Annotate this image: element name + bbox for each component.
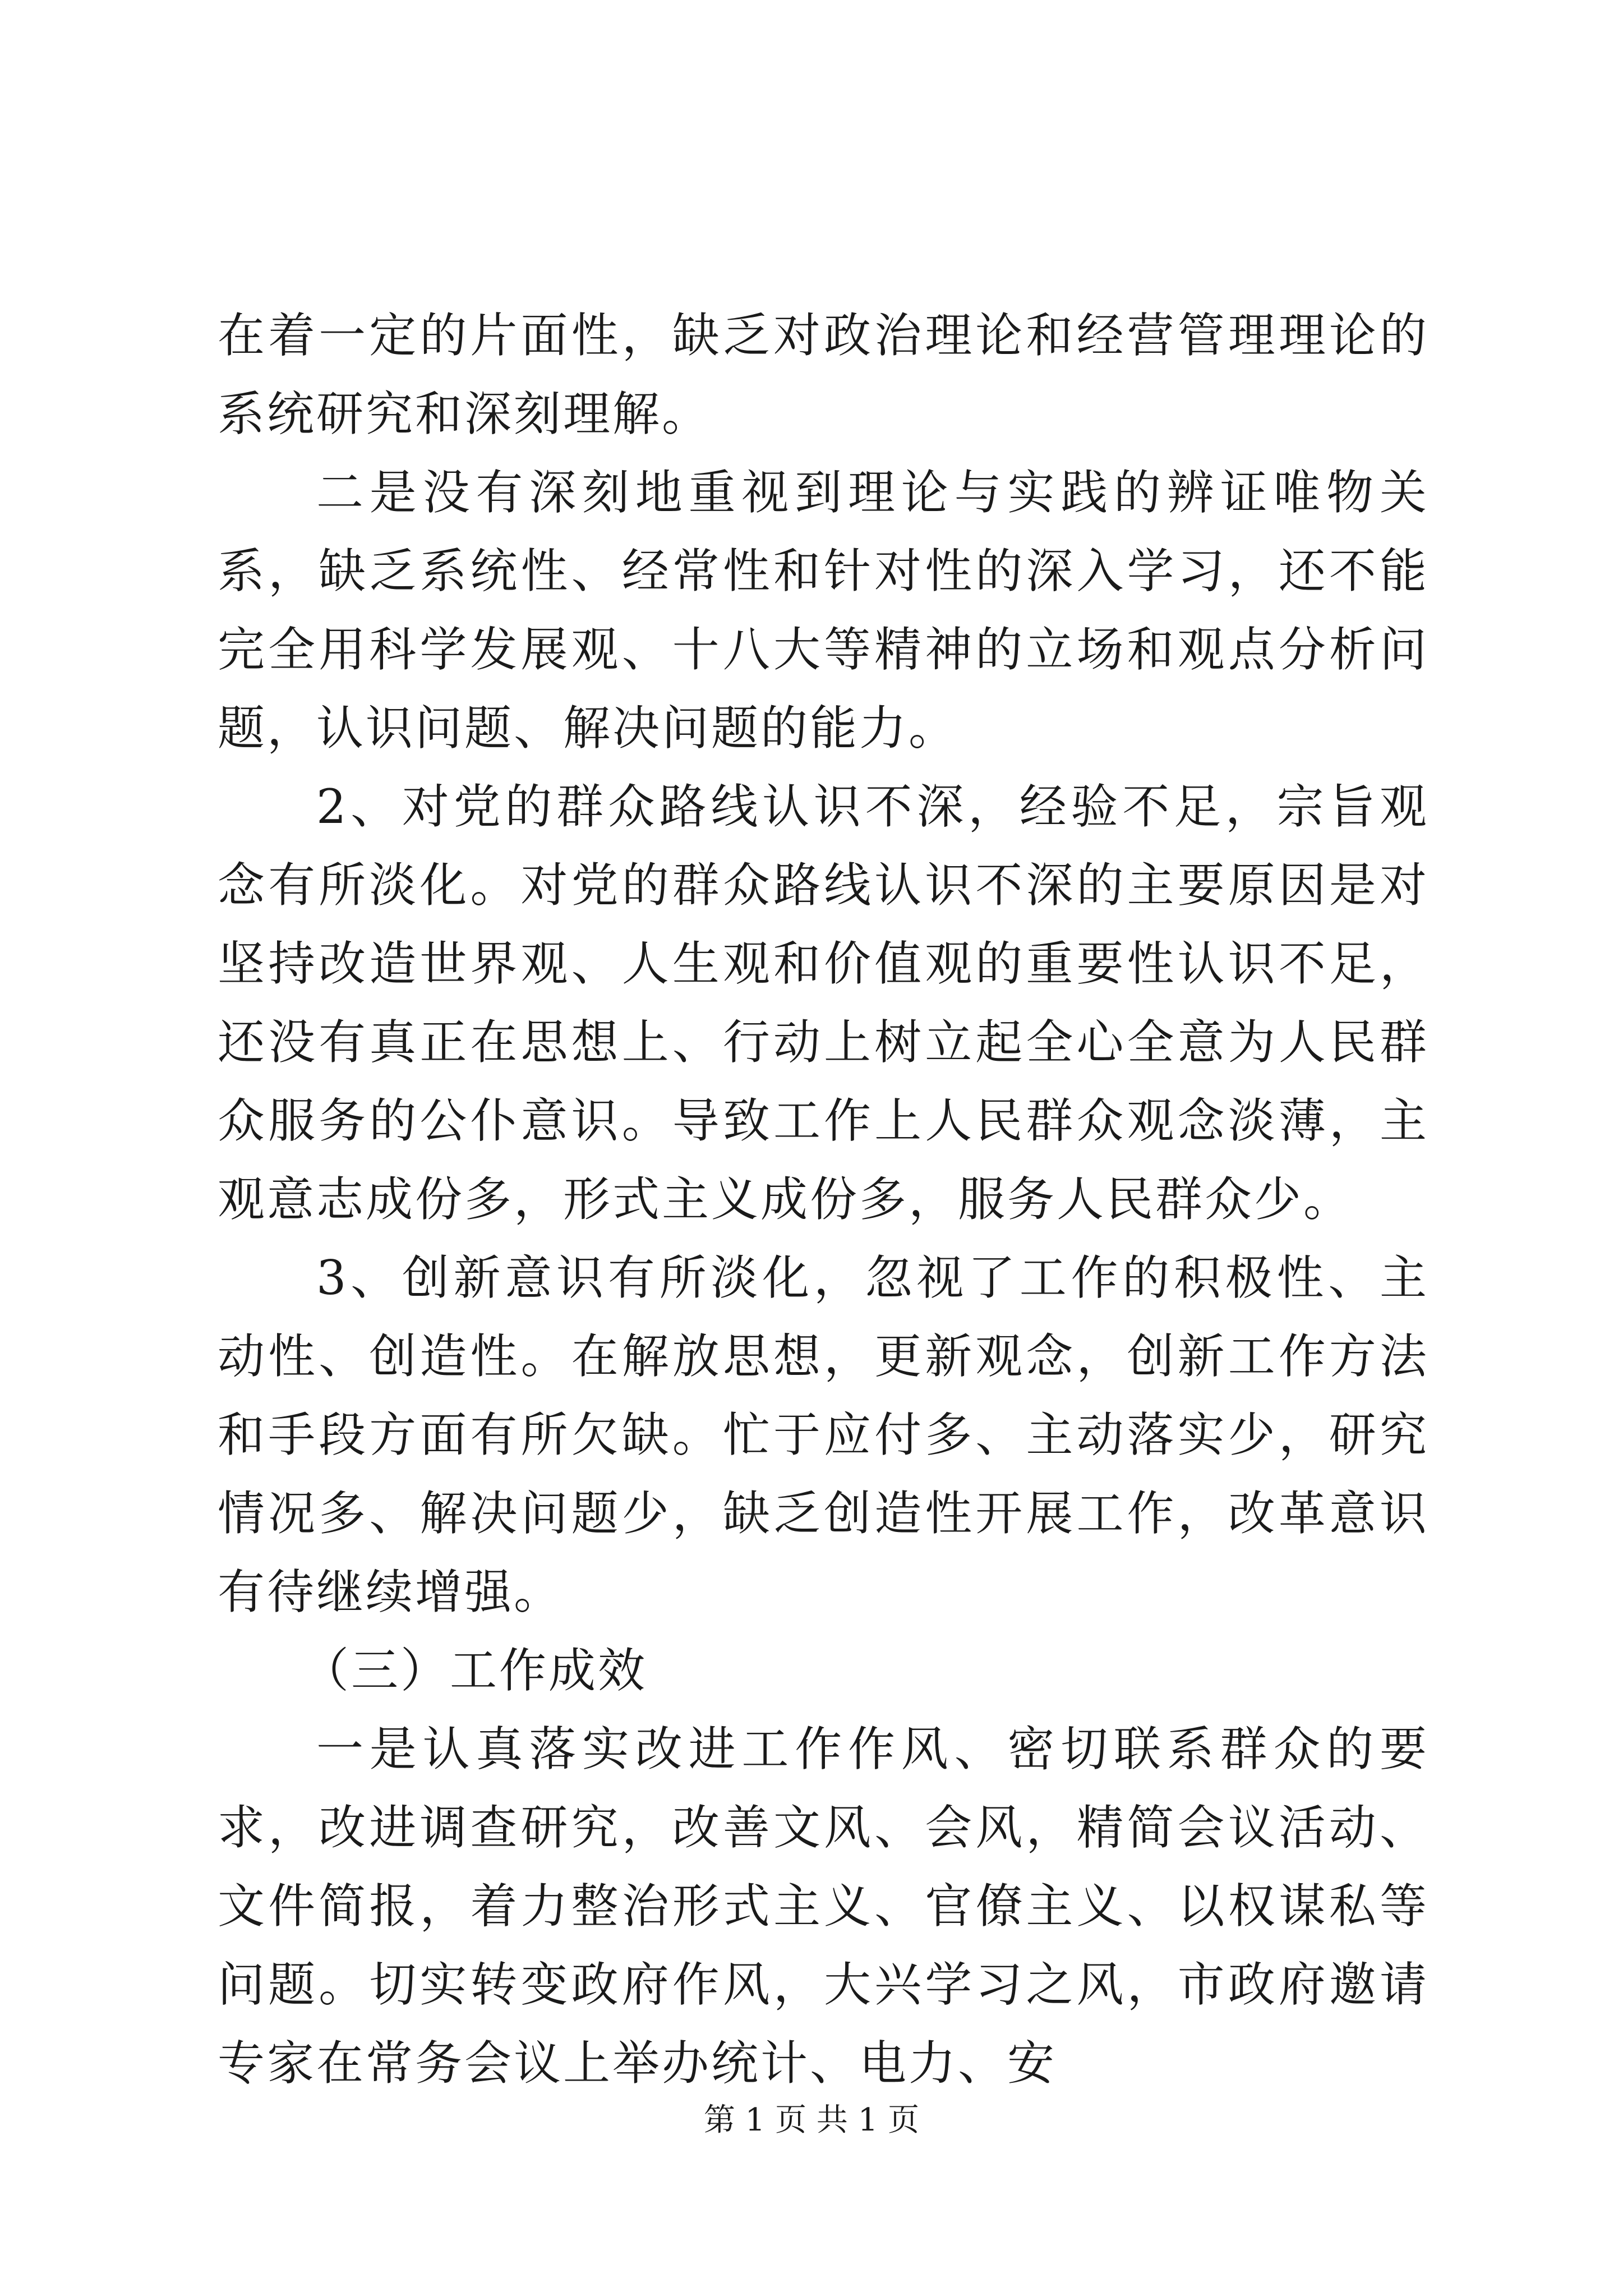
paragraph-mass-line: 2、对党的群众路线认识不深，经验不足，宗旨观念有所淡化。对党的群众路线认识不深的主要原因是对坚持改造世界观、人生观和价值观的重要性认识不足，还没有真正在思想上、行动上树立起全心全意为人民群众服务的公仆意识。导致工作上人民群众观念淡薄，主观意志成份多，形式主义成份多，服务人民群众少。	[218, 779, 1429, 1227]
section-heading-work-results: （三）工作成效	[302, 1643, 648, 1698]
paragraph-point-two: 二是没有深刻地重视到理论与实践的辨证唯物关系，缺乏系统性、经常性和针对性的深入学习，还不能完全用科学发展观、十八大等精神的立场和观点分析问题，认识问题、解决问题的能力。	[218, 465, 1429, 756]
paragraph-work-style: 一是认真落实改进工作作风、密切联系群众的要求，改进调查研究，改善文风、会风，精简会议活动、文件简报，着力整治形式主义、官僚主义、以权谋私等问题。切实转变政府作风，大兴学习之风，市政府邀请专家在常务会议上举办统计、电力、安	[218, 1722, 1429, 2091]
paragraph-innovation: 3、创新意识有所淡化，忽视了工作的积极性、主动性、创造性。在解放思想，更新观念，创新工作方法和手段方面有所欠缺。忙于应付多、主动落实少，研究情况多、解决问题少，缺乏创造性开展工作，改革意识有待继续增强。	[218, 1250, 1429, 1619]
paragraph-continuation: 在着一定的片面性，缺乏对政治理论和经营管理理论的系统研究和深刻理解。	[218, 308, 1429, 441]
document-body	[218, 296, 1429, 2102]
page-footer: 第 1 页 共 1 页	[703, 2102, 920, 2138]
